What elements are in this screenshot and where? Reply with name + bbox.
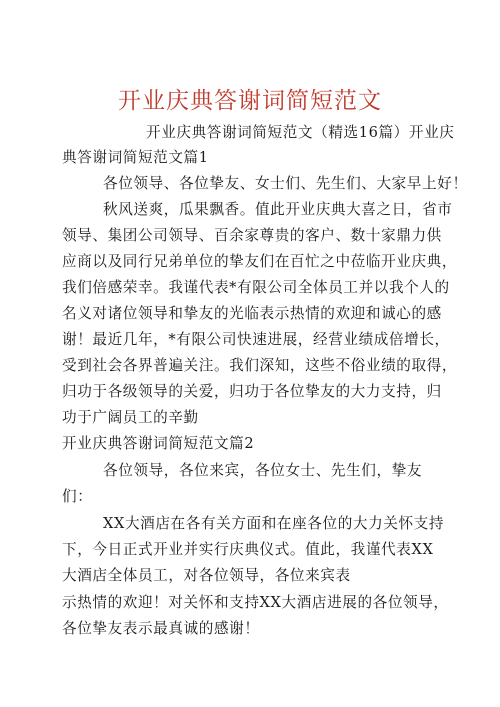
intro-line-1: 开业庆典答谢词简短范文（精选16篇）开业庆: [146, 124, 455, 141]
paragraph-line: 们：: [62, 488, 93, 505]
section-1-heading: 典答谢词简短范文篇1: [62, 149, 209, 166]
paragraph-line: 大酒店全体员工，对各位领导，各位来宾表: [62, 567, 351, 584]
paragraph-line: 我们倍感荣幸。我谨代表*有限公司全体员工并以我个人的: [62, 279, 450, 296]
paragraph-line: 各位领导、各位挚友、女士们、先生们、大家早上好！: [103, 175, 468, 192]
paragraph-line: 应商以及同行兄弟单位的挚友们在百忙之中莅临开业庆典，: [62, 253, 458, 270]
section-2-heading: 开业庆典答谢词简短范文篇2: [62, 435, 255, 452]
paragraph-line: 归功于各级领导的关爱，归功于各位挚友的大力支持，归: [62, 383, 442, 400]
paragraph-line: 秋风送爽，瓜果飘香。值此开业庆典大喜之日，省市: [103, 201, 453, 218]
document-title: 开业庆典答谢词简短范文: [118, 88, 382, 114]
paragraph-line: 领导、集团公司领导、百余家尊贵的客户、数十家鼎力供: [62, 227, 442, 244]
paragraph-line: XX大酒店在各有关方面和在座各位的大力关怀支持: [103, 515, 445, 532]
paragraph-line: 示热情的欢迎！对关怀和支持XX大酒店进展的各位领导，: [62, 594, 449, 611]
paragraph-line: 下，今日正式开业并实行庆典仪式。值此，我谨代表XX: [62, 541, 434, 558]
paragraph-line: 名义对诸位领导和挚友的光临表示热情的欢迎和诚心的感: [62, 305, 442, 322]
paragraph-line: 受到社会各界普遍关注。我们深知，这些不俗业绩的取得，: [62, 357, 458, 374]
paragraph-line: 各位挚友表示最真诚的感谢！: [62, 620, 260, 637]
paragraph-line: 各位领导，各位来宾，各位女士、先生们，挚友: [103, 462, 423, 479]
paragraph-line: 谢！最近几年，*有限公司快速进展，经营业绩成倍增长，: [62, 331, 450, 348]
paragraph-line: 功于广阔员工的辛勤: [62, 409, 199, 426]
